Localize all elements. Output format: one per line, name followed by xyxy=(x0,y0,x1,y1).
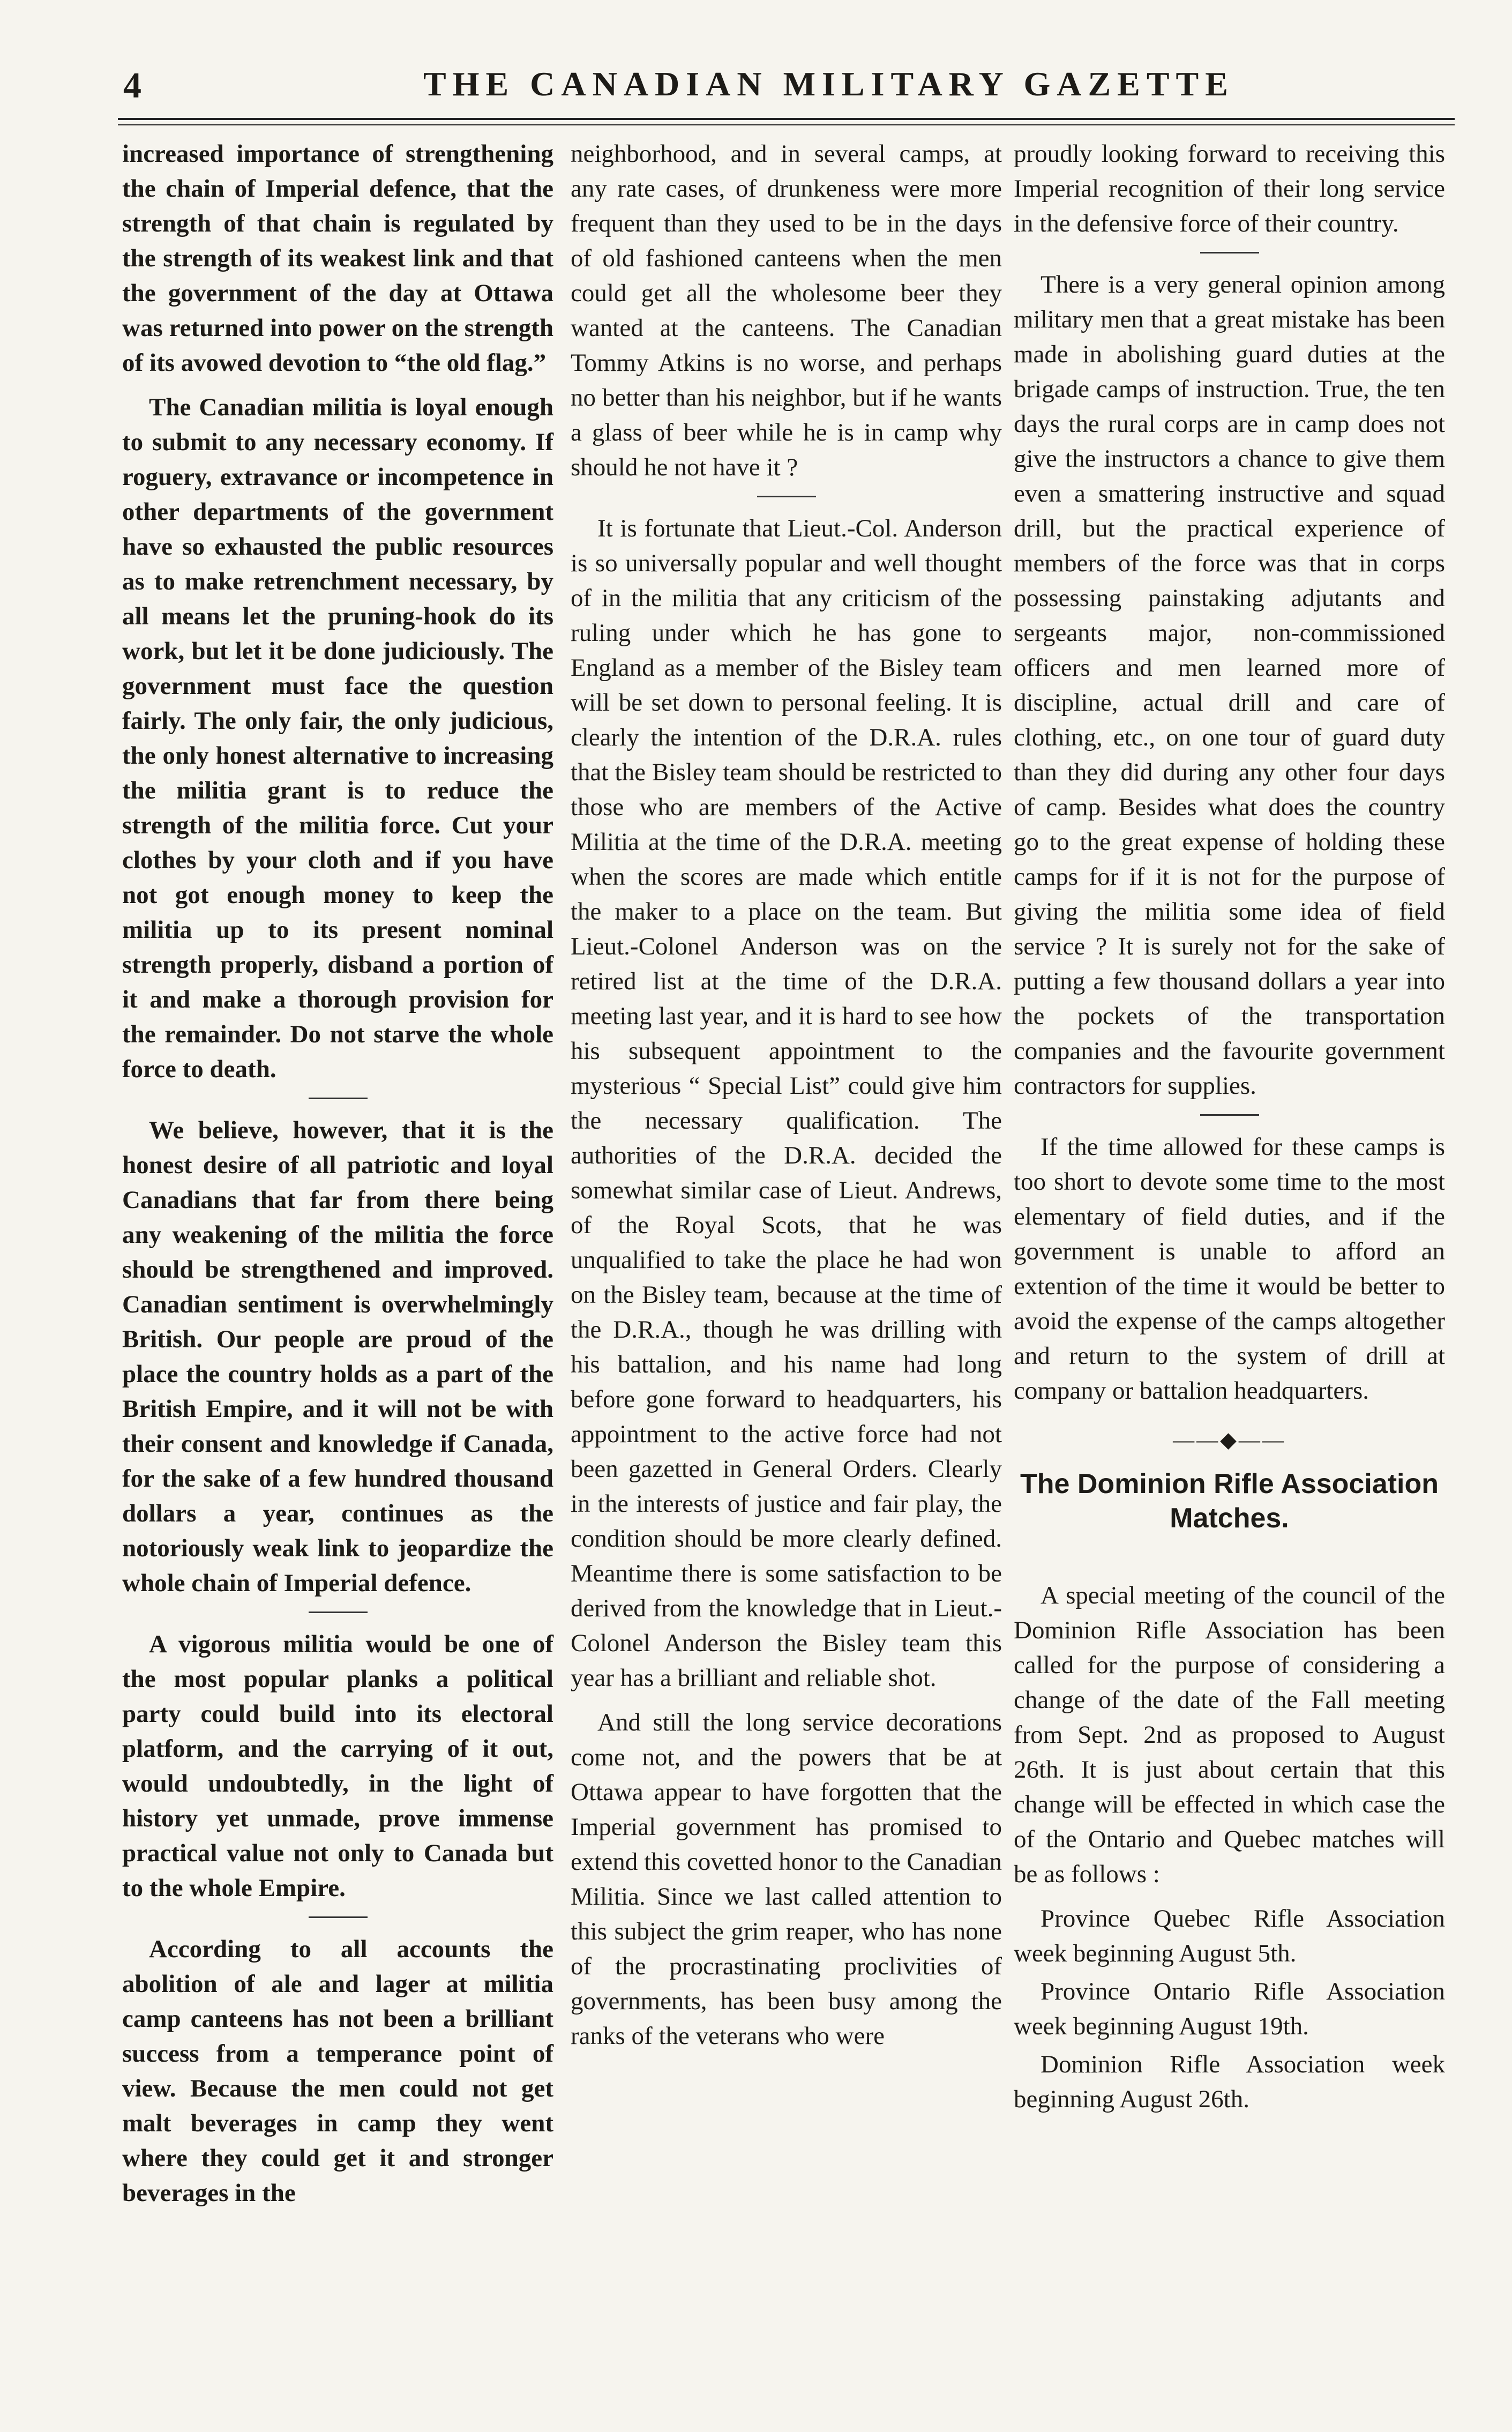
header-rule-thin xyxy=(118,124,1455,125)
list-item: Dominion Rifle Association week beginning August 26th. xyxy=(1014,2050,1445,2113)
paragraph: A vigorous militia would be one of the most popular planks a political party could build into its electoral platform, and the carrying of it out, would undoubtedly, in the light of history yet unmade, prove immense practical value not only to Canada but to the whole Empire. xyxy=(122,1630,553,1902)
separator xyxy=(309,1916,368,1918)
publication-title: THE CANADIAN MILITARY GAZETTE xyxy=(423,65,1234,103)
paragraph: According to all accounts the abolition of ale and lager at militia camp canteens has not been a brilliant success from a temperance point of view. Because the men could not get malt beverages in camp they went where they could get it and stronger beverages in the xyxy=(122,1935,553,2207)
column-3 xyxy=(1014,137,1445,2120)
page-number: 4 xyxy=(123,65,141,106)
column-1 xyxy=(122,137,553,2220)
paragraph: There is a very general opinion among military men that a great mistake has been made in abolishing guard duties at the brigade camps of instruction. True, the ten days the rural corps are in camp does not give the instructors a chance to give them even a smattering instructive and squad drill, but the practical experience of members of the force was that in corps possessing painstaking adjutants and sergeants major, non-commissioned officers and men learned more of discipline, actual drill and care of clothing, etc., on one tour of guard duty than they did during any other four days of camp. Besides what does the country go to the great expense of holding these camps for if it is not for the purpose of giving the militia some idea of field service ? It is surely not for the sake of putting a few thousand dollars a year into the pockets of the transportation companies and the favourite government contractors for supplies. xyxy=(1014,271,1445,1100)
paragraph: A special meeting of the council of the Dominion Rifle Association has been called for the purpose of considering a change of the date of the Fall meeting from Sept. 2nd as proposed to August 26th. It is just about certain that this change will be effected in which case the of the Ontario and Quebec matches will be as follows : xyxy=(1014,1581,1445,1888)
separator xyxy=(1200,1114,1259,1116)
paragraph: It is fortunate that Lieut.-Col. Anderson is so universally popular and well thought of in the militia that any criticism of the ruling under which he has gone to England as a member of the Bisley team will be set down to personal feeling. It is clearly the intention of the D.R.A. rules that the Bisley team should be restricted to those who are members of the Active Militia at the time of the D.R.A. meeting when the scores are made which entitle the maker to a place on the team. But Lieut.-Colonel Anderson was on the retired list at the time of the D.R.A. meeting last year, and it is hard to see how his subsequent appointment to the mysterious “ Special List” could give him the necessary qualification. The authorities of the D.R.A. decided the somewhat similar case of Lieut. Andrews, of the Royal Scots, that he was unqualified to take the place he had won on the Bisley team, because at the time of the D.R.A., though he was drilling with his battalion, and his name had long before gone forward to headquarters, his appointment to the active force had not been gazetted in General Orders. Clearly in the interests of justice and fair play, the condition should be more clearly defined. Meantime there is some satisfaction to be derived from the knowledge that in Lieut.-Colonel Anderson the Bisley team this year has a brilliant and reliable shot. xyxy=(571,514,1002,1692)
ornament-divider: ——◆—— xyxy=(1173,1428,1286,1452)
paragraph: neighborhood, and in several camps, at any rate cases, of drunkeness were more frequent than they used to be in the days of old fashioned canteens when the men could get all the wholesome beer they wanted at the canteens. The Canadian Tommy Atkins is no worse, and perhaps no better than his neighbor, but if he wants a glass of beer while he is in camp why should he not have it ? xyxy=(571,140,1002,481)
separator xyxy=(309,1612,368,1613)
header-rule xyxy=(118,118,1455,120)
paragraph: increased importance of strengthening the chain of Imperial defence, that the strength of that chain is regulated by the strength of its weakest link and that the government of the day at Ottawa was returned into power on the strength of its avowed devotion to “the old flag.” xyxy=(122,140,553,377)
paragraph: And still the long service decorations come not, and the powers that be at Ottawa appear to have forgotten that the Imperial government has promised to extend this covetted honor to the Canadian Militia. Since we last called attention to this subject the grim reaper, who has none of the procrastinating proclivities of governments, has been busy among the ranks of the veterans who were xyxy=(571,1709,1002,2050)
paragraph: We believe, however, that it is the honest desire of all patriotic and loyal Canadians that far from there being any weakening of the militia the force should be strengthened and improved. Canadian sentiment is overwhelmingly British. Our people are proud of the place the country holds as a part of the British Empire, and it will not be with their consent and knowledge if Canada, for the sake of a few hundred thousand dollars a year, continues as the notoriously weak link to jeopardize the whole chain of Imperial defence. xyxy=(122,1116,553,1597)
paragraph: The Canadian militia is loyal enough to submit to any necessary economy. If roguery, extravance or incompetence in other departments of the government have so exhausted the public resources as to make retrenchment necessary, by all means let the pruning-hook do its work, but let it be done judiciously. The government must face the question fairly. The only fair, the only judicious, the only honest alternative to increasing the militia grant is to reduce the strength of the militia force. Cut your clothes by your cloth and if you have not got enough money to keep the militia up to its present nominal strength properly, disband a portion of it and make a thorough provision for the remainder. Do not starve the whole force to death. xyxy=(122,393,553,1083)
paragraph: If the time allowed for these camps is too short to devote some time to the most elementary of field duties, and if the government is unable to afford an extention of the time it would be better to avoid the expense of the camps altogether and return to the system of drill at company or battalion headquarters. xyxy=(1014,1133,1445,1405)
column-2 xyxy=(571,137,1002,2063)
separator xyxy=(1200,252,1259,253)
paragraph: proudly looking forward to receiving this Imperial recognition of their long service in the defensive force of their country. xyxy=(1014,140,1445,237)
separator xyxy=(757,496,816,497)
separator xyxy=(309,1098,368,1099)
page-header xyxy=(123,64,1457,118)
list-item: Province Ontario Rifle Association week beginning August 19th. xyxy=(1014,1978,1445,2040)
section-title: The Dominion Rifle Association Matches. xyxy=(1020,1468,1439,1534)
list-item: Province Quebec Rifle Association week beginning August 5th. xyxy=(1014,1905,1445,1967)
